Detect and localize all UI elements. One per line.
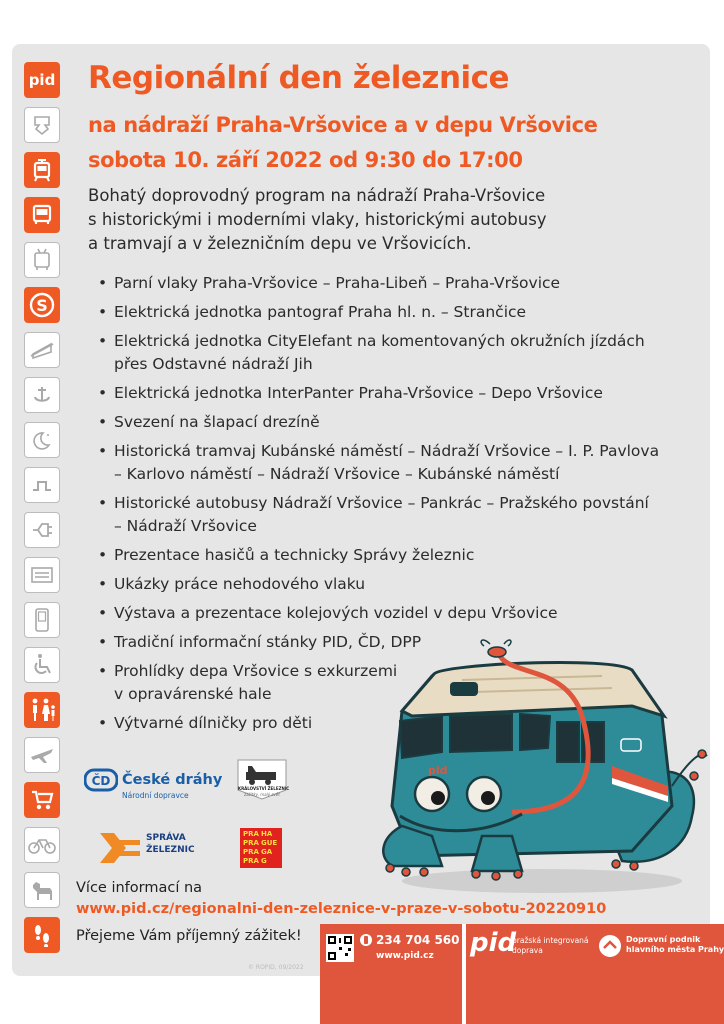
praha-text: GA	[261, 848, 273, 856]
program-item-text: • Elektrická jednotka InterPanter Praha-Vršovice – Depo Vršovice	[114, 384, 603, 402]
cd-logo-icon	[84, 768, 118, 794]
wish-text: Přejeme Vám příjemný zážitek!	[76, 928, 302, 944]
dpp-logo-icon	[598, 934, 622, 958]
praha-text: PRA	[243, 830, 259, 838]
program-item	[98, 411, 688, 434]
praha-text: PRA	[243, 848, 259, 856]
qr-code-icon[interactable]	[326, 934, 354, 962]
program-item-text: – Karlovo náměstí – Nádraží Vršovice – Kubánské náměstí	[114, 465, 560, 483]
ticket-icon	[24, 557, 60, 593]
svg-text:ČD: ČD	[91, 774, 111, 788]
family-icon	[24, 692, 60, 728]
sz-line1: SPRÁVA	[146, 833, 186, 843]
program-item-text: • Prohlídky depa Vršovice s exkurzemi	[114, 662, 398, 680]
praha-logo	[240, 828, 282, 868]
praha-text: PRA	[243, 839, 259, 847]
program-item	[98, 573, 688, 596]
ferry-icon	[24, 377, 60, 413]
program-item-text: • Historické autobusy Nádraží Vršovice – Pankrác – Pražského povstání	[114, 494, 649, 512]
footer-divider	[462, 924, 466, 1024]
program-item-text: • Ukázky práce nehodového vlaku	[114, 575, 366, 593]
praha-text: GUE	[261, 839, 278, 847]
intro-paragraph	[88, 184, 648, 256]
p-r-icon	[24, 512, 60, 548]
intro-line: s historickými i moderními vlaky, historickými autobusy	[88, 210, 547, 229]
sz-line2: ŽELEZNIC	[146, 845, 195, 855]
suburban-train-icon	[24, 287, 60, 323]
program-item-text: • Elektrická jednotka pantograf Praha hl. n. – Strančice	[114, 303, 527, 321]
footer-pid-desc-2: doprava	[512, 946, 543, 955]
program-item-text: přes Odstavné nádraží Jih	[114, 355, 313, 373]
praha-text: G	[261, 857, 267, 865]
trolleybus-icon	[24, 242, 60, 278]
page-title: Regionální den železnice	[88, 60, 510, 96]
program-item-text: • Historická tramvaj Kubánské náměstí – Nádraží Vršovice – I. P. Pavlova	[114, 442, 660, 460]
program-item	[98, 301, 688, 324]
footsteps-icon	[24, 917, 60, 953]
program-item-text: • Elektrická jednotka CityElefant na komentovaných okružních jízdách	[114, 332, 645, 350]
more-info-link[interactable]: www.pid.cz/regionalni-den-zeleznice-v-praze-v-sobotu-20220910	[76, 901, 607, 917]
program-item-text: • Výtvarné dílničky pro děti	[114, 714, 313, 732]
on-request-stop-icon	[24, 467, 60, 503]
program-item	[98, 330, 688, 376]
sz-logo-icon	[100, 831, 140, 865]
intro-line: Bohatý doprovodný program na nádraží Praha-Vršovice	[88, 186, 546, 205]
footer-pid-desc-1: pražská integrovaná	[512, 936, 589, 945]
program-item-text: • Parní vlaky Praha-Vršovice – Praha-Libeň – Praha-Vršovice	[114, 274, 561, 292]
footer-dpp-line1: Dopravní podnik	[626, 935, 701, 944]
cd-small-icon	[620, 738, 642, 752]
footer-dpp-line2: hlavního města Prahy	[626, 945, 724, 954]
program-item	[98, 602, 688, 625]
stroller-icon	[24, 782, 60, 818]
phone-icon	[360, 934, 372, 946]
svg-text:S: S	[36, 296, 48, 315]
program-item-text: • Výstava a prezentace kolejových vozidel v depu Vršovice	[114, 604, 558, 622]
wheelchair-icon	[24, 647, 60, 683]
program-item-text: v opravárenské hale	[114, 685, 272, 703]
sidebar-pid-label: pid	[28, 71, 56, 89]
metro-icon	[24, 107, 60, 143]
train-pid-label: pid	[428, 764, 448, 777]
praha-text: HA	[261, 830, 273, 838]
kz-subtitle: zážitky, malý svět	[244, 792, 280, 797]
more-info-label: Více informací na	[76, 880, 203, 896]
copyright: © ROPID, 09/2022	[248, 964, 304, 971]
night-icon	[24, 422, 60, 458]
airplane-icon	[24, 737, 60, 773]
bus-icon	[24, 197, 60, 233]
program-item	[98, 382, 688, 405]
program-item	[98, 440, 688, 486]
bicycle-icon	[24, 827, 60, 863]
train-frog-illustration	[372, 636, 712, 898]
footer-phone[interactable]: 234 704 560	[376, 933, 460, 947]
program-item-text: • Prezentace hasičů a technicky Správy železnic	[114, 546, 475, 564]
event-date: sobota 10. září 2022 od 9:30 do 17:00	[88, 148, 523, 172]
cd-subtitle: Národní dopravce	[122, 791, 189, 800]
footer-web[interactable]: www.pid.cz	[376, 951, 434, 961]
mobile-icon	[24, 602, 60, 638]
intro-line: a tramvají a v železničním depu ve Vršovicích.	[88, 234, 472, 253]
dog-icon	[24, 872, 60, 908]
pid-logo-icon	[24, 62, 60, 98]
kz-name: KRÁLOVSTVÍ ŽELEZNIC	[238, 786, 290, 791]
tram-icon	[24, 152, 60, 188]
program-item-text: – Nádraží Vršovice	[114, 517, 257, 535]
program-item	[98, 272, 688, 295]
footer-pid-logo: pid	[470, 928, 517, 958]
footer-bar	[320, 924, 724, 1024]
funicular-icon	[24, 332, 60, 368]
event-location: na nádraží Praha-Vršovice a v depu Vršovice	[88, 113, 598, 137]
praha-text: PRA	[243, 857, 259, 865]
program-item-text: • Svezení na šlapací drezíně	[114, 413, 320, 431]
program-item	[98, 544, 688, 567]
program-item	[98, 492, 688, 538]
program-item-text: • Tradiční informační stánky PID, ČD, DPP	[114, 633, 422, 651]
cd-name: České dráhy	[122, 772, 223, 788]
